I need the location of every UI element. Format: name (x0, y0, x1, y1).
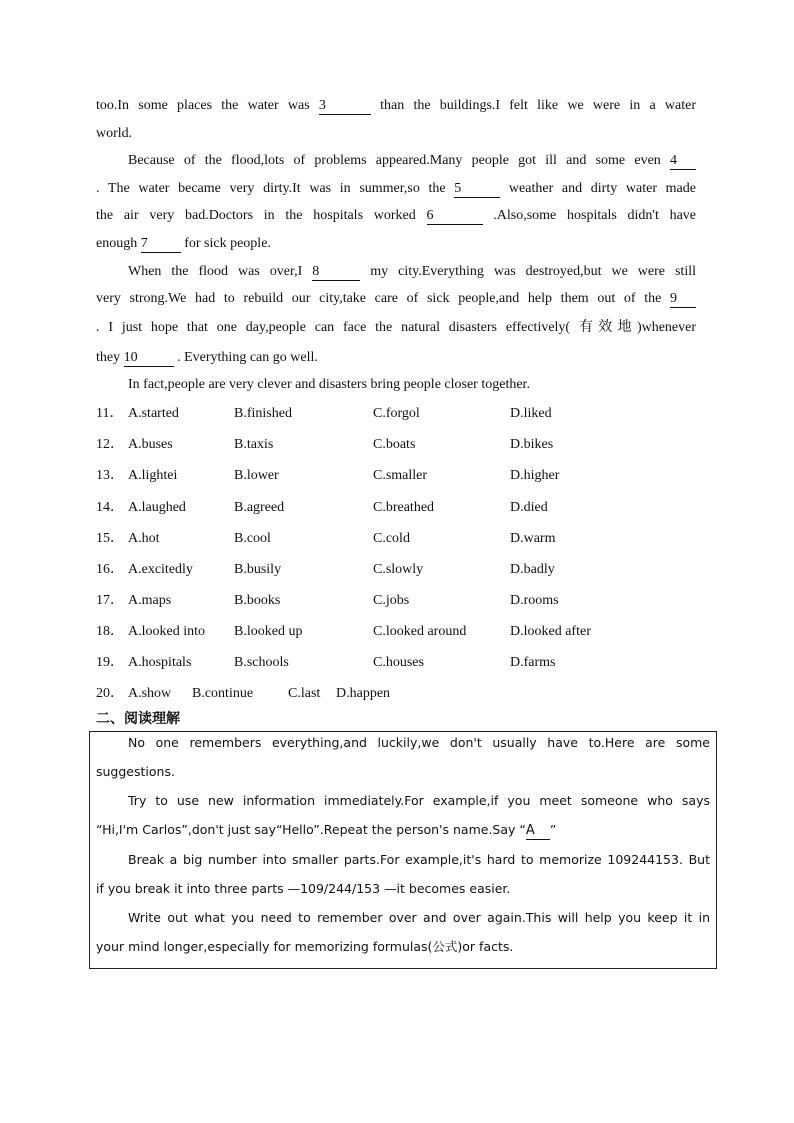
option-b: B.books (234, 593, 281, 608)
option-b: B.looked up (234, 624, 303, 639)
passage-line: if you break it into three parts —109/244/153 —it becomes easier. (96, 881, 511, 896)
question-row: 15． A.hot B.cool C.cold D.warm (96, 531, 556, 546)
passage-line: “Hi,I'm Carlos”,don't just say“Hello”.Repeat the person's name.Say “A ” (96, 822, 557, 838)
option-d: D.happen (336, 686, 391, 701)
option-d: D.looked after (510, 624, 591, 639)
option-a: A.maps (128, 593, 172, 608)
question-row: 20． A.show B.continue C.last D.happen (96, 686, 391, 701)
question-row: 19． A.hospitals B.schools C.houses D.farms (96, 655, 556, 670)
option-b: B.schools (234, 655, 289, 670)
passage-line: No one remembers everything,and luckily,we don't usually have to.Here are some (128, 735, 710, 750)
passage-line: . I just hope that one day,people can face the natural disasters effectively( 有效地)whenever (96, 319, 697, 335)
option-c: C.boats (373, 437, 416, 452)
option-d: D.liked (510, 406, 552, 421)
option-a: A.laughed (128, 500, 186, 515)
option-c: C.looked around (373, 624, 467, 639)
option-a: A.started (128, 406, 179, 421)
blank-8: 8 (312, 264, 360, 281)
option-d: D.bikes (510, 437, 554, 452)
question-row: 16． A.excitedly B.busily C.slowly D.badly (96, 562, 555, 577)
passage-line: the air very bad.Doctors in the hospitals worked 6 .Also,some hospitals didn't have (96, 208, 697, 223)
blank-3: 3 (319, 98, 371, 115)
passage-line: Break a big number into smaller parts.For example,it's hard to memorize 109244153. But (128, 852, 710, 867)
option-c: C.forgol (373, 406, 420, 421)
blank-5: 5 (454, 181, 500, 198)
option-a: A.show (128, 686, 172, 701)
passage-line: Because of the flood,lots of problems appeared.Many people got ill and some even 4 (128, 152, 696, 170)
passage-line: When the flood was over,I 8 my city.Everything was destroyed,but we were still (128, 264, 696, 279)
passage-line: world. (96, 126, 133, 141)
passage-line: Try to use new information immediately.For example,if you meet someone who says (128, 793, 710, 808)
option-c: C.jobs (373, 593, 410, 608)
option-b: B.finished (234, 406, 292, 421)
option-b: B.busily (234, 562, 282, 577)
passage-line: enough 7 for sick people. (96, 236, 271, 251)
passage-line: they 10 . Everything can go well. (96, 350, 318, 365)
option-b: B.lower (234, 468, 279, 483)
option-d: D.died (510, 500, 548, 515)
passage-line: suggestions. (96, 764, 175, 779)
blank-4: 4 (670, 153, 696, 170)
passage-line: very strong.We had to rebuild our city,take care of sick people,and help them out of the 9 (96, 290, 696, 308)
passage-line: your mind longer,especially for memorizing formulas(公式)or facts. (96, 939, 514, 954)
option-a: A.buses (128, 437, 173, 452)
question-row: 14． A.laughed B.agreed C.breathed D.died (96, 500, 548, 515)
question-row: 11． A.started B.finished C.forgol D.liked (96, 406, 552, 421)
question-row: 13． A.lightei B.lower C.smaller D.higher (96, 468, 560, 483)
question-row: 12． A.buses B.taxis C.boats D.bikes (96, 437, 554, 452)
section-title: 二、阅读理解 (96, 711, 180, 727)
option-b: B.continue (192, 686, 254, 701)
option-d: D.farms (510, 655, 556, 670)
passage-line: Write out what you need to remember over and over again.This will help you keep it in (128, 910, 710, 925)
option-c: C.houses (373, 655, 424, 670)
passage-line: . The water became very dirty.It was in summer,so the 5 weather and dirty water made (96, 181, 696, 196)
option-a: A.excitedly (128, 562, 193, 577)
option-c: C.last (288, 686, 321, 701)
blank-a: A (526, 823, 550, 840)
passage-line: In fact,people are very clever and disasters bring people closer together. (128, 377, 530, 392)
option-c: C.breathed (373, 500, 435, 515)
question-row: 18． A.looked into B.looked up C.looked around D.looked after (96, 624, 591, 639)
option-d: D.warm (510, 531, 556, 546)
blank-7: 7 (141, 236, 181, 253)
option-c: C.slowly (373, 562, 424, 577)
option-d: D.rooms (510, 593, 559, 608)
blank-6: 6 (427, 208, 483, 225)
option-b: B.agreed (234, 500, 285, 515)
passage-line: too.In some places the water was 3 than the buildings.I felt like we were in a water (96, 98, 696, 113)
blank-10: 10 (124, 350, 174, 367)
option-d: D.higher (510, 468, 560, 483)
option-c: C.smaller (373, 468, 428, 483)
option-d: D.badly (510, 562, 555, 577)
option-c: C.cold (373, 531, 410, 546)
blank-9: 9 (670, 291, 696, 308)
option-a: A.hot (128, 531, 160, 546)
option-a: A.hospitals (128, 655, 192, 670)
option-a: A.lightei (128, 468, 178, 483)
option-b: B.cool (234, 531, 271, 546)
option-a: A.looked into (128, 624, 205, 639)
option-b: B.taxis (234, 437, 274, 452)
question-row: 17． A.maps B.books C.jobs D.rooms (96, 593, 559, 608)
